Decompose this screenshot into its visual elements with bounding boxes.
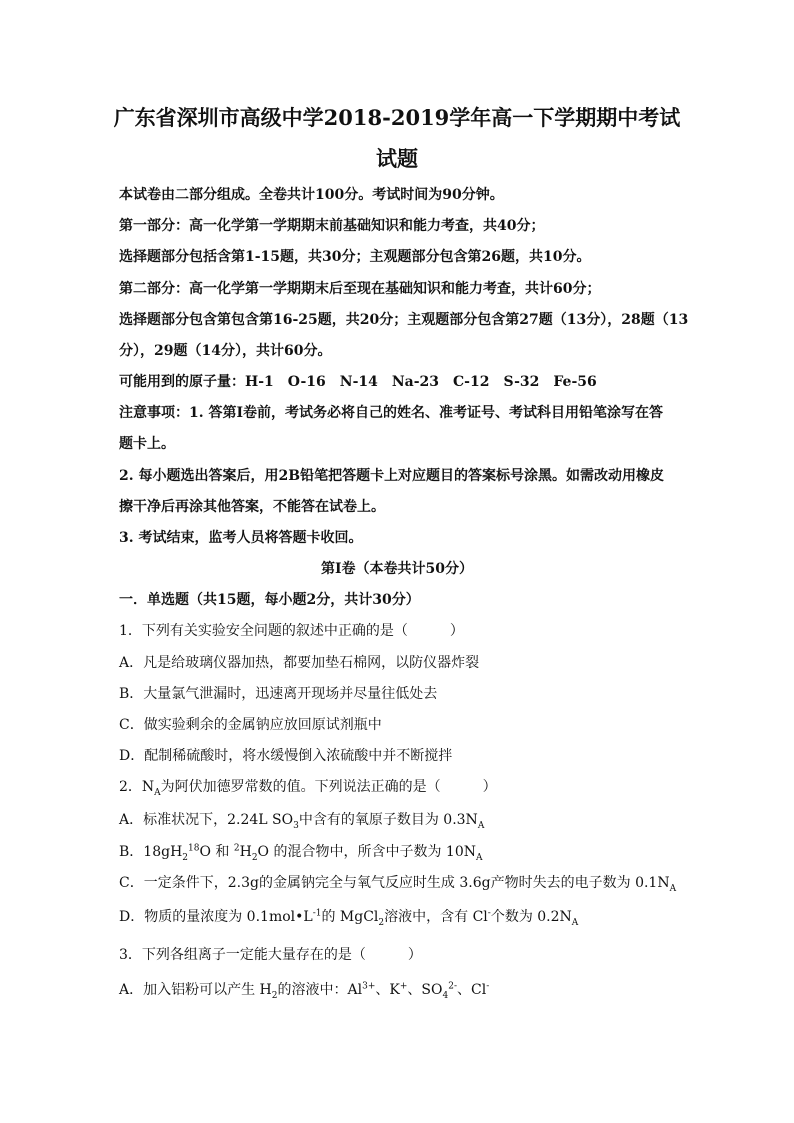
intro-line-1: 本试卷由二部分组成。全卷共计100分。考试时间为90分钟。 [119,187,504,203]
note-2-line-1: 2. 每小题选出答案后，用2B铅笔把答题卡上对应题目的答案标号涂黑。如需改动用橡皮 [119,468,665,484]
q1-option-d: D．配制稀硫酸时，将水缓慢倒入浓硫酸中并不断搅拌 [119,748,453,764]
q1-stem: 1．下列有关实验安全问题的叙述中正确的是（ ） [119,623,464,639]
intro-line-4: 第二部分：高一化学第一学期期末后至现在基础知识和能力考查，共计60分； [119,281,601,297]
section-heading: 一．单选题（共15题，每小题2分，共计30分） [119,592,420,608]
q1-option-c: C．做实验剩余的金属钠应放回原试剂瓶中 [119,717,382,733]
q2-option-b: B．$18gH_2^{18}O$ 和 $^2H_2O$ 的混合物中，所含中子数为 $10N_A$ [119,843,483,863]
q1-option-b: B．大量氯气泄漏时，迅速离开现场并尽量往低处去 [119,686,438,702]
q3-stem: 3．下列各组离子一定能大量存在的是（ ） [119,947,422,963]
note-3: 3. 考试结束，监考人员将答题卡收回。 [119,530,363,546]
intro-line-6: 分），29题（14分），共计60分。 [119,343,332,359]
q1-option-a: A．凡是给玻璃仪器加热，都要加垫石棉网，以防仪器炸裂 [119,655,480,671]
note-1-line-1: 注意事项：1. 答第Ⅰ卷前，考试务必将自己的姓名、准考证号、考试科目用铅笔涂写在答 [119,405,664,421]
q2-option-d: D．物质的量浓度为 $0.1mol•L^{-1}$的 MgCl$_2$溶液中，含有 Cl-个数为 $0.2N_A$ [119,908,579,928]
atomic-masses: 可能用到的原子量：H-1 O-16 N-14 Na-23 C-12 S-32 Fe-56 [119,374,597,390]
q2-option-c: C．一定条件下，2.3g的金属钠完全与氧气反应时生成 3.6g产物时失去的电子数为 $0.1N_A$ [119,875,677,894]
q2-option-a: A．标准状况下，2.24L $SO_3$中含有的氧原子数目为 $0.3N_A$ [119,812,485,831]
q2-stem: 2．$N_A$为阿伏加德罗常数的值。下列说法正确的是（ ） [119,779,497,798]
exam-title-line-2: 试题 [376,146,418,171]
intro-line-3: 选择题部分包括含第1-15题，共30分；主观题部分包含第26题，共10分。 [119,249,591,265]
exam-title-line-1: 广东省深圳市高级中学2018-2019学年高一下学期期中考试 [113,105,681,130]
note-2-line-2: 擦干净后再涂其他答案，不能答在试卷上。 [119,499,385,515]
note-1-line-2: 题卡上。 [119,436,175,452]
q3-option-a: A．加入铝粉可以产生 $H_2$的溶液中：$Al^{3+}$、K+、$SO_4^{2-}$、Cl- [119,981,490,1001]
intro-line-5: 选择题部分包含第包含第16-25题，共20分；主观题部分包含第27题（13分），28题（13 [119,312,689,328]
intro-line-2: 第一部分：高一化学第一学期期末前基础知识和能力考查，共40分； [119,218,545,234]
section-title: 第Ⅰ卷（本卷共计50分） [320,561,474,577]
